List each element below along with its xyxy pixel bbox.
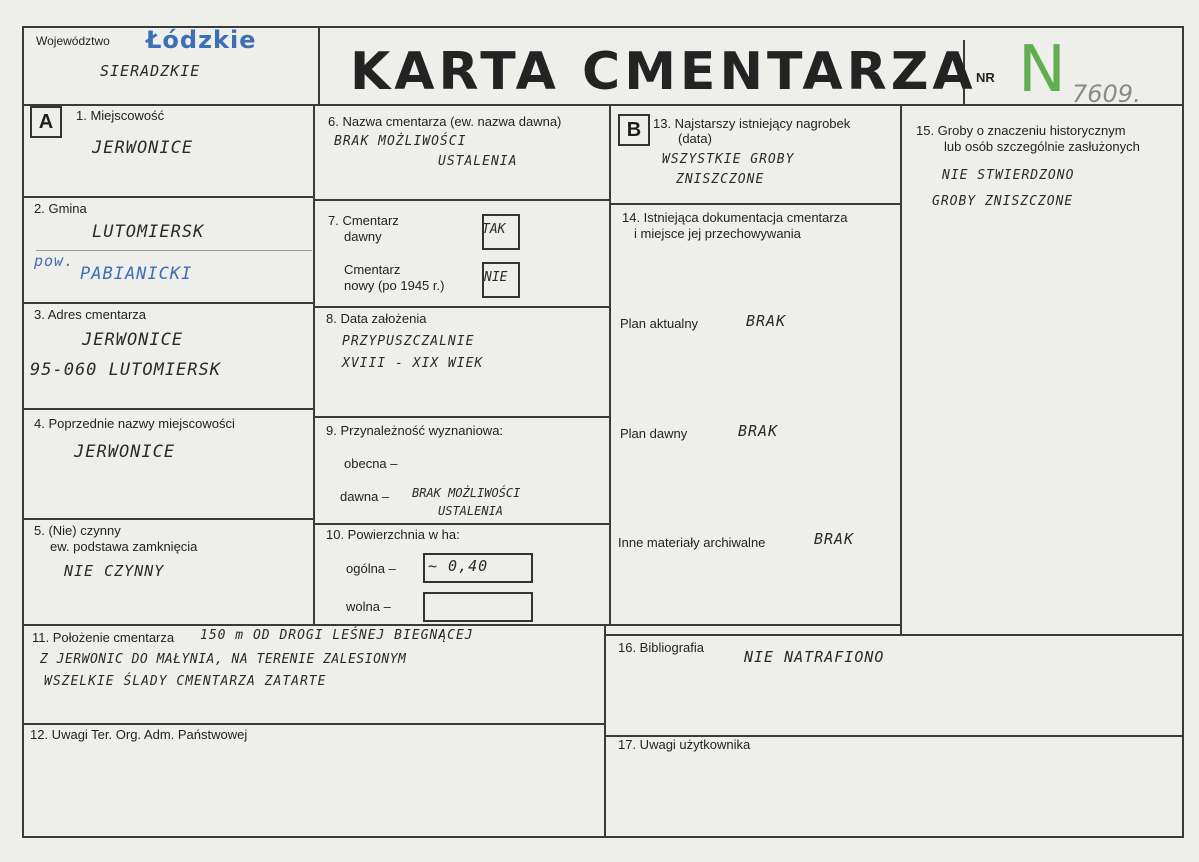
- f2-value: LUTOMIERSK: [92, 222, 205, 242]
- f15-line1: NIE STWIERDZONO: [942, 168, 1075, 183]
- f15-label-2: lub osób szczególnie zasłużonych: [944, 139, 1140, 154]
- section-b-box: B: [618, 114, 650, 146]
- f11-line2: Z JERWONIC DO MAŁYNIA, NA TERENIE ZALESIONYM: [40, 652, 407, 667]
- rule-c1-r2: [22, 302, 314, 304]
- f14-plan-dawny-label: Plan dawny: [620, 426, 688, 441]
- f11-line3: WSZELKIE ŚLADY CMENTARZA ZATARTE: [44, 674, 327, 689]
- rule-pow-faint: [36, 250, 312, 251]
- f9-label: 9. Przynależność wyznaniowa:: [326, 423, 504, 438]
- f6-line1: BRAK MOŻLIWOŚCI: [334, 134, 467, 149]
- f1-label: 1. Miejscowość: [76, 108, 165, 123]
- nr-label: NR: [976, 70, 995, 85]
- f13-line2: ZNISZCZONE: [676, 172, 765, 187]
- f7-nowy-value: NIE: [484, 270, 508, 285]
- f14-plan-aktualny-value: BRAK: [746, 312, 787, 330]
- f2-pow-label: pow.: [34, 252, 75, 270]
- f9-dawna-line1: BRAK MOŻLIWOŚCI: [412, 486, 521, 500]
- wojewodztwo-old-value: SIERADZKIE: [100, 62, 201, 80]
- f11-line1: 150 m OD DROGI LEŚNEJ BIEGNĄCEJ: [200, 628, 474, 643]
- f4-value: JERWONICE: [74, 442, 176, 462]
- f16-label: 16. Bibliografia: [618, 640, 704, 655]
- f14-plan-aktualny-label: Plan aktualny: [620, 316, 699, 331]
- f12-label: 12. Uwagi Ter. Org. Adm. Państwowej: [30, 727, 248, 742]
- f7-nowy-label-1: Cmentarz: [344, 262, 401, 277]
- f3-line2: 95-060 LUTOMIERSK: [30, 360, 221, 380]
- f9-dawna-line2: USTALENIA: [438, 504, 504, 518]
- f14-inne-value: BRAK: [814, 530, 855, 548]
- f1-value: JERWONICE: [92, 138, 194, 158]
- rule-c2-r3: [314, 416, 610, 418]
- f10-ogolna-value: ~ 0,40: [428, 557, 489, 575]
- f14-inne-label: Inne materiały archiwalne: [618, 535, 766, 550]
- rule-c3-r1: [610, 203, 901, 205]
- f13-label-1: 13. Najstarszy istniejący nagrobek: [653, 116, 851, 131]
- f9-obecna-label: obecna –: [344, 456, 398, 471]
- nr-number: 7609.: [1072, 80, 1141, 108]
- f5-label-2: ew. podstawa zamknięcia: [50, 539, 198, 554]
- rule-col3: [900, 104, 902, 634]
- frame-left: [22, 26, 24, 838]
- f14-plan-dawny-value: BRAK: [738, 422, 779, 440]
- f2-pow-value: PABIANICKI: [80, 264, 193, 284]
- rule-row12-top: [22, 723, 606, 725]
- frame-bottom: [22, 836, 1184, 838]
- f8-label: 8. Data założenia: [326, 311, 427, 326]
- f10-ogolna-label: ogólna –: [346, 561, 396, 576]
- f5-label-1: 5. (Nie) czynny: [34, 523, 121, 538]
- f17-label: 17. Uwagi użytkownika: [618, 737, 751, 752]
- rule-row11-top: [22, 624, 902, 626]
- f14-label-2: i miejsce jej przechowywania: [634, 226, 801, 241]
- nr-letter: N: [1018, 33, 1066, 107]
- f4-label: 4. Poprzednie nazwy miejscowości: [34, 416, 235, 431]
- rule-c2-r4: [314, 523, 610, 525]
- f10-wolna-label: wolna –: [346, 599, 391, 614]
- rule-c1-r4: [22, 518, 314, 520]
- rule-col1: [313, 104, 315, 624]
- f15-label-1: 15. Groby o znaczeniu historycznym: [916, 123, 1126, 138]
- f9-dawna-label: dawna –: [340, 489, 390, 504]
- rule-c1-r3: [22, 408, 314, 410]
- f8-line2: XVIII - XIX WIEK: [342, 356, 484, 371]
- rule-c2-r2: [314, 306, 610, 308]
- frame-right: [1182, 26, 1184, 838]
- f8-line1: PRZYPUSZCZALNIE: [342, 334, 475, 349]
- rule-c2-r1: [314, 199, 610, 201]
- f10-label: 10. Powierzchnia w ha:: [326, 527, 460, 542]
- f7-nowy-label-2: nowy (po 1945 r.): [344, 278, 445, 293]
- f15-line2: GROBY ZNISZCZONE: [932, 194, 1074, 209]
- section-a-box: A: [30, 106, 62, 138]
- f5-value: NIE CZYNNY: [64, 562, 165, 580]
- f6-label: 6. Nazwa cmentarza (ew. nazwa dawna): [328, 114, 562, 129]
- f13-label-2: (data): [678, 131, 712, 146]
- rule-col2: [609, 104, 611, 624]
- f14-label-1: 14. Istniejąca dokumentacja cmentarza: [622, 210, 848, 225]
- f3-label: 3. Adres cmentarza: [34, 307, 146, 322]
- rule-c1-r1: [22, 196, 314, 198]
- card-title: KARTA CMENTARZA: [350, 42, 977, 102]
- wojewodztwo-label: Województwo: [36, 34, 110, 48]
- f16-value: NIE NATRAFIONO: [744, 648, 885, 666]
- f3-line1: JERWONICE: [82, 330, 184, 350]
- f11-label: 11. Położenie cmentarza: [32, 630, 175, 645]
- f6-line2: USTALENIA: [438, 154, 518, 169]
- rule-header-bottom: [22, 104, 1184, 106]
- rule-row16-top: [604, 634, 1184, 636]
- wojewodztwo-stamp: Łódzkie: [146, 26, 257, 54]
- f7-label-2: dawny: [344, 229, 382, 244]
- f2-label: 2. Gmina: [34, 201, 87, 216]
- f13-line1: WSZYSTKIE GROBY: [662, 152, 795, 167]
- f10-wolna-box: [423, 592, 533, 622]
- rule-col-lower: [604, 626, 606, 838]
- f7-label-1: 7. Cmentarz: [328, 213, 399, 228]
- rule-header-v1: [318, 26, 320, 106]
- f7-dawny-value: TAK: [482, 222, 506, 237]
